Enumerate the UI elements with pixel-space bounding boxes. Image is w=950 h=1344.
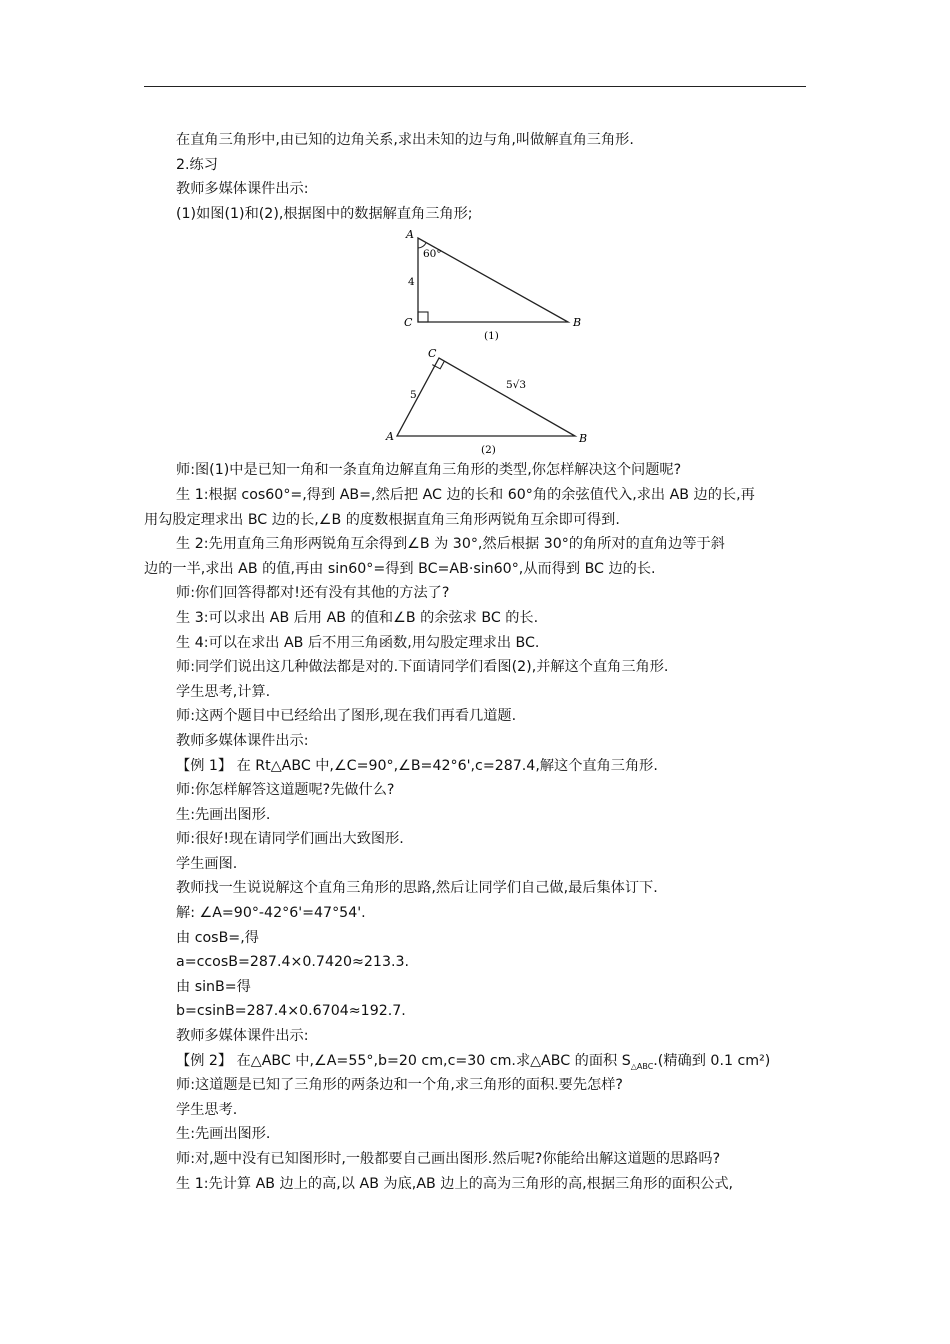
text-line: 教师多媒体课件出示:: [176, 1028, 309, 1045]
figure-1: [404, 228, 581, 342]
text-line: 生 2:先用直角三角形两锐角互余得到∠B 为 30°,然后根据 30°的角所对的直角边等于斜: [176, 536, 725, 553]
area-subscript: △ABC: [630, 1061, 654, 1071]
text-line: 在直角三角形中,由已知的边角关系,求出未知的边与角,叫做解直角三角形.: [176, 132, 634, 148]
figure-2: [385, 347, 587, 456]
fig2-side-bc: 5√3: [506, 379, 527, 392]
text-line: 生 3:可以求出 AB 后用 AB 的值和∠B 的余弦求 BC 的长.: [176, 609, 539, 626]
text-line: 用勾股定理求出 BC 边的长,∠B 的度数根据直角三角形两锐角互余即可得到.: [144, 511, 620, 528]
text-line: 师:同学们说出这几种做法都是对的.下面请同学们看图(2),并解这个直角三角形.: [176, 659, 669, 676]
fig2-vertex-b: B: [579, 432, 588, 446]
example-2-text: 【例 2】 在△ABC 中,∠A=55°,b=20 cm,c=30 cm.求△ABC 的面积 S: [176, 1052, 631, 1069]
text-line: 学生画图.: [176, 855, 238, 872]
solution-line: 由 cosB=,得: [176, 929, 259, 946]
text-line: 生 1:先计算 AB 边上的高,以 AB 为底,AB 边上的高为三角形的高,根据三角形的面积公式,: [176, 1175, 734, 1192]
solution-line: b=csinB=287.4×0.6704≈192.7.: [176, 1003, 406, 1020]
fig1-side-ac: 4: [408, 276, 415, 289]
document-body: [144, 128, 816, 1196]
section-heading: 2.练习: [176, 156, 218, 173]
text-line: 生:先画出图形.: [176, 1126, 271, 1143]
text-line: 师:这道题是已知了三角形的两条边和一个角,求三角形的面积.要先怎样?: [176, 1077, 623, 1094]
fig1-vertex-b: B: [573, 316, 582, 330]
fig2-side-ac: 5: [410, 389, 417, 402]
header-rule: [144, 86, 806, 87]
example-2: [176, 1049, 816, 1074]
text-line: 教师多媒体课件出示:: [176, 732, 309, 749]
triangle-figures-svg: [384, 226, 644, 458]
text-line: 边的一半,求出 AB 的值,再由 sin60°=得到 BC=AB·sin60°,从而得到 BC 边的长.: [144, 560, 656, 577]
triangle-figures: [176, 226, 816, 458]
text-line: 生 4:可以在求出 AB 后不用三角函数,用勾股定理求出 BC.: [176, 634, 540, 651]
text-line: 师:很好!现在请同学们画出大致图形.: [176, 831, 404, 848]
fig1-angle-label: 60°: [423, 248, 442, 261]
text-line: (1)如图(1)和(2),根据图中的数据解直角三角形;: [176, 205, 473, 222]
solution-line: 由 sinB=得: [176, 978, 251, 995]
example-1: 【例 1】 在 Rt△ABC 中,∠C=90°,∠B=42°6',c=287.4,解这个直角三角形.: [176, 757, 658, 774]
fig2-vertex-a: A: [386, 430, 394, 444]
fig1-vertex-a: A: [406, 228, 414, 242]
text-line: 学生思考.: [176, 1101, 238, 1118]
text-line: 师:你怎样解答这道题呢?先做什么?: [176, 782, 395, 799]
text-line: 师:图(1)中是已知一角和一条直角边解直角三角形的类型,你怎样解决这个问题呢?: [176, 462, 682, 479]
text-line: 师:对,题中没有已知图形时,一般都要自己画出图形.然后呢?你能给出解这道题的思路吗?: [176, 1151, 721, 1167]
text-line: 生:先画出图形.: [176, 806, 271, 823]
example-2-precision: .(精确到 0.1 cm²): [653, 1052, 771, 1069]
fig2-vertex-c: C: [428, 347, 437, 361]
text-line: 生 1:根据 cos60°=,得到 AB=,然后把 AC 边的长和 60°角的余弦值代入,求出 AB 边的长,再: [176, 486, 755, 503]
solution-line: 解: ∠A=90°-42°6'=47°54'.: [176, 905, 366, 922]
text-line: 学生思考,计算.: [176, 683, 271, 700]
text-line: 教师多媒体课件出示:: [176, 181, 309, 198]
solution-line: a=ccosB=287.4×0.7420≈213.3.: [176, 954, 410, 971]
fig1-vertex-c: C: [404, 316, 413, 330]
fig1-caption: (1): [484, 330, 499, 343]
text-line: 师:你们回答得都对!还有没有其他的方法了?: [176, 585, 450, 602]
fig2-caption: (2): [481, 444, 496, 457]
text-line: 教师找一生说说解这个直角三角形的思路,然后让同学们自己做,最后集体订下.: [176, 880, 658, 897]
text-line: 师:这两个题目中已经给出了图形,现在我们再看几道题.: [176, 708, 517, 725]
